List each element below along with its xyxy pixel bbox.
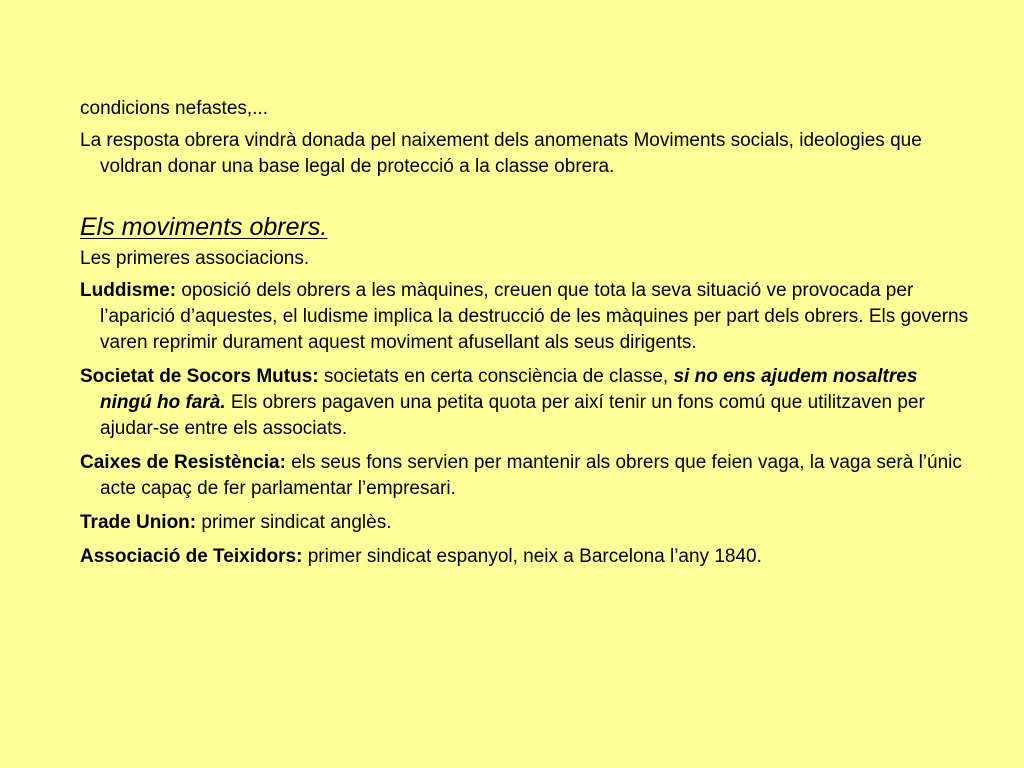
intro-response: La resposta obrera vindrà donada pel naixement dels anomenats Moviments socials, ideologies que voldran donar una base legal de protecció a la classe obrera. — [80, 130, 922, 177]
item-luddisme — [80, 278, 972, 356]
item-term: Luddisme: — [80, 280, 177, 301]
item-text: els seus fons servien per mantenir als obrers que feien vaga, la vaga serà l’únic acte capaç de fer parlamentar l’empresari. — [100, 452, 962, 499]
intro-continuation: condicions nefastes,... — [80, 98, 268, 119]
item-associacio-teixidors — [80, 544, 972, 570]
item-socors-mutus — [80, 364, 972, 442]
item-text: primer sindicat espanyol, neix a Barcelona l’any 1840. — [302, 546, 762, 567]
item-term: Caixes de Resistència: — [80, 452, 286, 473]
section-heading: Els moviments obrers. — [80, 213, 328, 241]
item-term: Societat de Socors Mutus: — [80, 366, 319, 387]
item-caixes-resistencia — [80, 450, 972, 502]
section-subheading: Les primeres associacions. — [80, 248, 310, 269]
item-trade-union — [80, 510, 972, 536]
item-text: oposició dels obrers a les màquines, creuen que tota la seva situació ve provocada per l’aparició d’aquestes, el ludisme implica la destrucció de les màquines per part dels obrers. Els governs varen reprimir durament aquest moviment afusellant als seus dirigents. — [100, 280, 969, 353]
item-text: primer sindicat anglès. — [196, 512, 392, 533]
item-term: Associació de Teixidors: — [80, 546, 303, 567]
slide-content — [80, 96, 972, 578]
item-text: societats en certa consciència de classe, — [318, 366, 674, 387]
item-emphasis: si no ens ajudem nosaltres ningú ho farà. — [100, 366, 918, 413]
item-text: Els obrers pagaven una petita quota per així tenir un fons comú que utilitzaven per ajudar-se entre els associats. — [100, 392, 925, 439]
item-term: Trade Union: — [80, 512, 197, 533]
